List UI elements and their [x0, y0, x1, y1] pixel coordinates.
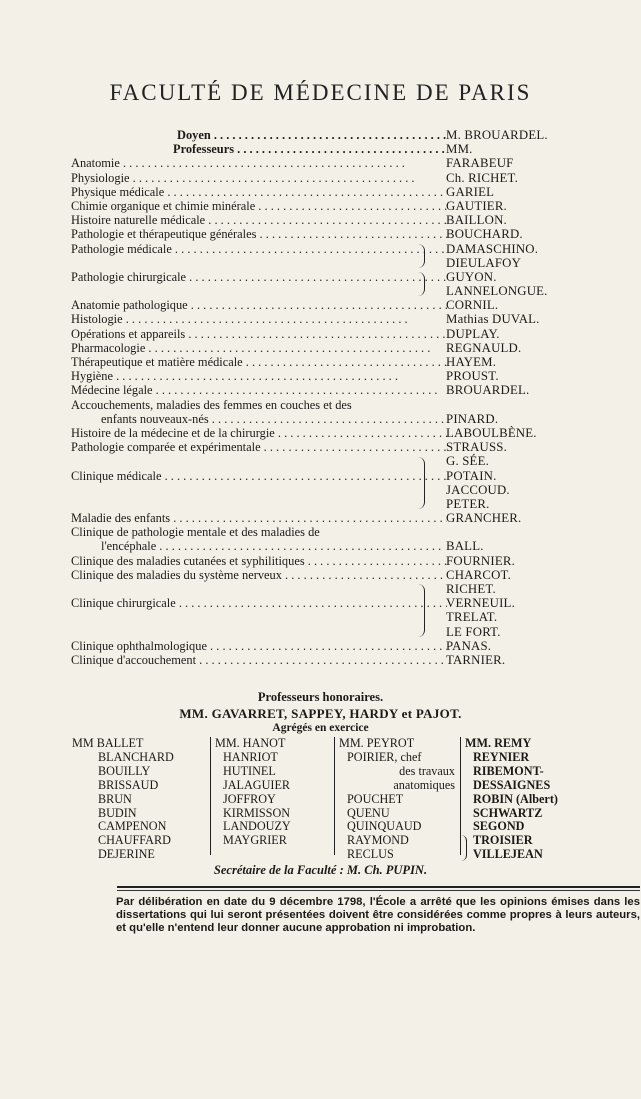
agrege-name: BRUN — [98, 791, 132, 806]
secretaire-line: Secrétaire de la Faculté : M. Ch. PUPIN. — [213, 863, 428, 877]
subject-label: Doyen . . . — [177, 128, 447, 142]
professor-name: Ch. RICHET. — [446, 170, 518, 185]
agreges-column-3 — [334, 736, 461, 862]
agrege-name: DEJERINE — [98, 847, 155, 862]
subject-label: Hygiène . . . — [71, 369, 447, 383]
agrege-name: JALAGUIER — [223, 777, 291, 792]
subject-label: Professeurs . . . — [173, 142, 447, 156]
professor-row — [71, 369, 631, 383]
professor-row — [71, 469, 631, 483]
honoraires-names: MM. GAVARRET, SAPPEY, HARDY et PAJOT. — [179, 706, 462, 721]
agrege-name: CAMPENON — [98, 819, 167, 834]
professor-name: Mathias DUVAL. — [446, 312, 540, 327]
professor-row — [71, 270, 631, 284]
professor-name: GAUTIER. — [446, 198, 507, 213]
professor-row — [71, 256, 631, 270]
agrege-name: LANDOUZY — [223, 819, 291, 834]
professor-name: DAMASCHINO. — [446, 241, 539, 256]
agrege-name: BLANCHARD — [98, 749, 174, 764]
professor-row — [71, 284, 631, 298]
professor-row — [71, 426, 631, 440]
group-brace — [416, 584, 425, 637]
subject-label: Physiologie . . . — [71, 171, 447, 185]
professor-row — [71, 653, 631, 667]
agrege-name: HANRIOT — [223, 749, 278, 764]
group-brace — [416, 272, 425, 296]
professor-name: LABOULBÈNE. — [446, 425, 537, 440]
professor-name: PANAS. — [446, 638, 492, 653]
professor-row — [71, 298, 631, 312]
subject-label: Clinique chirurgicale . . . — [71, 596, 447, 610]
subject-label: Pathologie chirurgicale . . . — [71, 270, 447, 284]
agrege-name: MAYGRIER — [223, 833, 287, 848]
professor-name: LANNELONGUE. — [446, 284, 548, 299]
professor-row — [71, 454, 631, 468]
subject-label: Maladie des enfants . . . — [71, 511, 447, 525]
agrege-name: POUCHET — [347, 791, 404, 806]
professor-row — [71, 539, 631, 553]
professor-row — [71, 483, 631, 497]
professor-row — [71, 327, 631, 341]
agrege-name: SEGOND — [473, 819, 525, 834]
professor-row — [71, 525, 631, 539]
agrege-name: MM. HANOT — [215, 736, 286, 750]
professor-row — [71, 440, 631, 454]
professor-row — [71, 554, 631, 568]
subject-label: Thérapeutique et matière médicale . . . — [71, 355, 447, 369]
subject-label: Anatomie . . . — [71, 156, 447, 170]
subject-label: Médecine légale . . . — [71, 383, 447, 397]
professor-name: BOUCHARD. — [446, 227, 523, 242]
professor-name: DUPLAY. — [446, 326, 500, 341]
professor-name: LE FORT. — [446, 624, 501, 639]
agrege-name: REYNIER — [473, 749, 530, 764]
professor-name: HAYEM. — [446, 355, 497, 369]
professor-name: VERNEUIL. — [446, 596, 515, 611]
professor-row — [71, 625, 631, 639]
professor-row — [71, 199, 631, 213]
agrege-name: SCHWARTZ — [473, 805, 543, 820]
agrege-name: des travaux — [399, 763, 455, 778]
subject-label: Histoire de la médecine et de la chirurgie . . . — [71, 426, 447, 440]
professor-name: PINARD. — [446, 411, 499, 426]
subject-label: l'encéphale . . . — [101, 539, 447, 553]
professor-name: PROUST. — [446, 369, 499, 384]
page-title: FACULTÉ DE MÉDECINE DE PARIS — [109, 80, 532, 105]
agrege-name: HUTINEL — [223, 763, 276, 778]
professor-name: STRAUSS. — [446, 440, 507, 455]
deliberation-notice: Par délibération en date du 9 décembre 1798, l'École a arrêté que les opinions émises dans les dissertations qui lui seront présentées doivent être considérées comme propres à leurs auteurs, et qu'elle n'entend leur donner aucune approbation ni improbation. — [116, 896, 640, 934]
professor-name: TRELAT. — [446, 610, 498, 625]
professor-name: M. BROUARDEL. — [446, 128, 548, 142]
agreges-title: Agrégés en exercice — [272, 722, 369, 734]
professor-row — [71, 596, 631, 610]
subject-label: enfants nouveaux-nés . . . — [101, 412, 447, 426]
agrege-name: MM BALLET — [72, 736, 144, 750]
professor-name: TARNIER. — [446, 652, 506, 667]
professor-row — [71, 355, 631, 369]
professor-name: POTAIN. — [446, 468, 497, 483]
subject-label: Histoire naturelle médicale . . . — [71, 213, 447, 227]
honoraires-title: Professeurs honoraires. — [257, 690, 384, 704]
agrege-name: RIBEMONT- — [473, 763, 544, 778]
professor-row — [71, 142, 631, 156]
professor-name: REGNAULD. — [446, 340, 522, 355]
agrege-name: anatomiques — [393, 777, 455, 792]
professor-row — [71, 171, 631, 185]
professor-row — [71, 412, 631, 426]
professor-row — [71, 582, 631, 596]
agreges-column-1 — [72, 736, 208, 862]
subject-label: Pathologie comparée et expérimentale . . . — [71, 440, 447, 454]
agrege-name: ROBIN (Albert) — [473, 791, 558, 806]
professor-row — [71, 341, 631, 355]
subject-label: Pharmacologie . . . — [71, 341, 447, 355]
agrege-name: BRISSAUD — [98, 777, 159, 792]
agrege-name: BUDIN — [98, 805, 137, 820]
professor-name: GARIEL — [446, 184, 495, 199]
professor-row — [71, 227, 631, 241]
professor-row — [71, 511, 631, 525]
agrege-name: VILLEJEAN — [473, 847, 543, 862]
subject-label: Physique médicale . . . — [71, 185, 447, 199]
professor-row — [71, 185, 631, 199]
subject-label: Pathologie médicale . . . — [71, 242, 447, 256]
professor-row — [71, 213, 631, 227]
subject-label: Clinique des maladies cutanées et syphilitiques . . . — [71, 554, 447, 568]
professor-name: G. SÉE. — [446, 454, 489, 469]
group-brace — [416, 457, 425, 510]
professor-row — [71, 568, 631, 582]
professor-row — [71, 398, 631, 412]
subject-label: Clinique de pathologie mentale et des maladies de — [71, 525, 320, 540]
professor-row — [71, 610, 631, 624]
professor-row — [71, 242, 631, 256]
professor-name: BAILLON. — [446, 213, 507, 228]
agrege-name: TROISIER — [473, 833, 533, 848]
agrege-name: KIRMISSON — [223, 805, 291, 820]
professor-name: MM. — [446, 142, 473, 157]
subject-label: Pathologie et thérapeutique générales . . . — [71, 227, 447, 241]
professor-list — [71, 128, 631, 667]
agrege-name: QUINQUAUD — [347, 819, 422, 834]
agrege-name: POIRIER, chef — [347, 749, 422, 764]
professor-name: CORNIL. — [446, 298, 499, 313]
subject-label: Accouchements, maladies des femmes en couches et des — [71, 397, 352, 412]
agrege-name: RAYMOND — [347, 833, 409, 848]
group-brace — [416, 244, 425, 268]
agrege-name: CHAUFFARD — [98, 833, 171, 848]
agrege-name: JOFFROY — [223, 791, 276, 806]
professor-name: BROUARDEL. — [446, 383, 530, 398]
agrege-name: RECLUS — [347, 847, 394, 862]
agreges-column-2 — [210, 737, 335, 855]
subject-label: Chimie organique et chimie minérale . . . — [71, 199, 447, 213]
professor-row — [71, 128, 631, 142]
divider-rule — [117, 886, 640, 888]
professor-name: FARABEUF — [446, 156, 514, 171]
subject-label: Histologie . . . — [71, 312, 447, 326]
subject-label: Clinique des maladies du système nerveux . . . — [71, 568, 447, 582]
professor-name: PETER. — [446, 496, 490, 511]
professor-row — [71, 312, 631, 326]
professor-row — [71, 639, 631, 653]
subject-label: Clinique d'accouchement . . . — [71, 653, 447, 667]
professor-row — [71, 156, 631, 170]
professor-name: CHARCOT. — [446, 567, 511, 582]
subject-label: Anatomie pathologique . . . — [71, 298, 447, 312]
agrege-name: MM. REMY — [465, 736, 532, 750]
professor-row — [71, 497, 631, 511]
agrege-name: MM. PEYROT — [339, 736, 415, 750]
divider-rule-thin — [117, 890, 640, 891]
subject-label: Opérations et appareils . . . — [71, 327, 447, 341]
professor-name: GUYON. — [446, 269, 497, 284]
subject-label: Clinique médicale . . . — [71, 469, 447, 483]
agrege-name: QUENU — [347, 805, 390, 820]
subject-label: Clinique ophthalmologique . . . — [71, 639, 447, 653]
agrege-name: BOUILLY — [98, 763, 151, 778]
professor-name: RICHET. — [446, 582, 496, 596]
professor-name: BALL. — [446, 539, 484, 554]
professor-name: GRANCHER. — [446, 511, 522, 526]
agreges-column-4 — [460, 736, 595, 862]
professor-name: DIEULAFOY — [446, 255, 522, 270]
agrege-name: DESSAIGNES — [473, 777, 551, 792]
professor-name: FOURNIER. — [446, 553, 515, 568]
professor-name: JACCOUD. — [446, 482, 510, 497]
professor-row — [71, 383, 631, 397]
